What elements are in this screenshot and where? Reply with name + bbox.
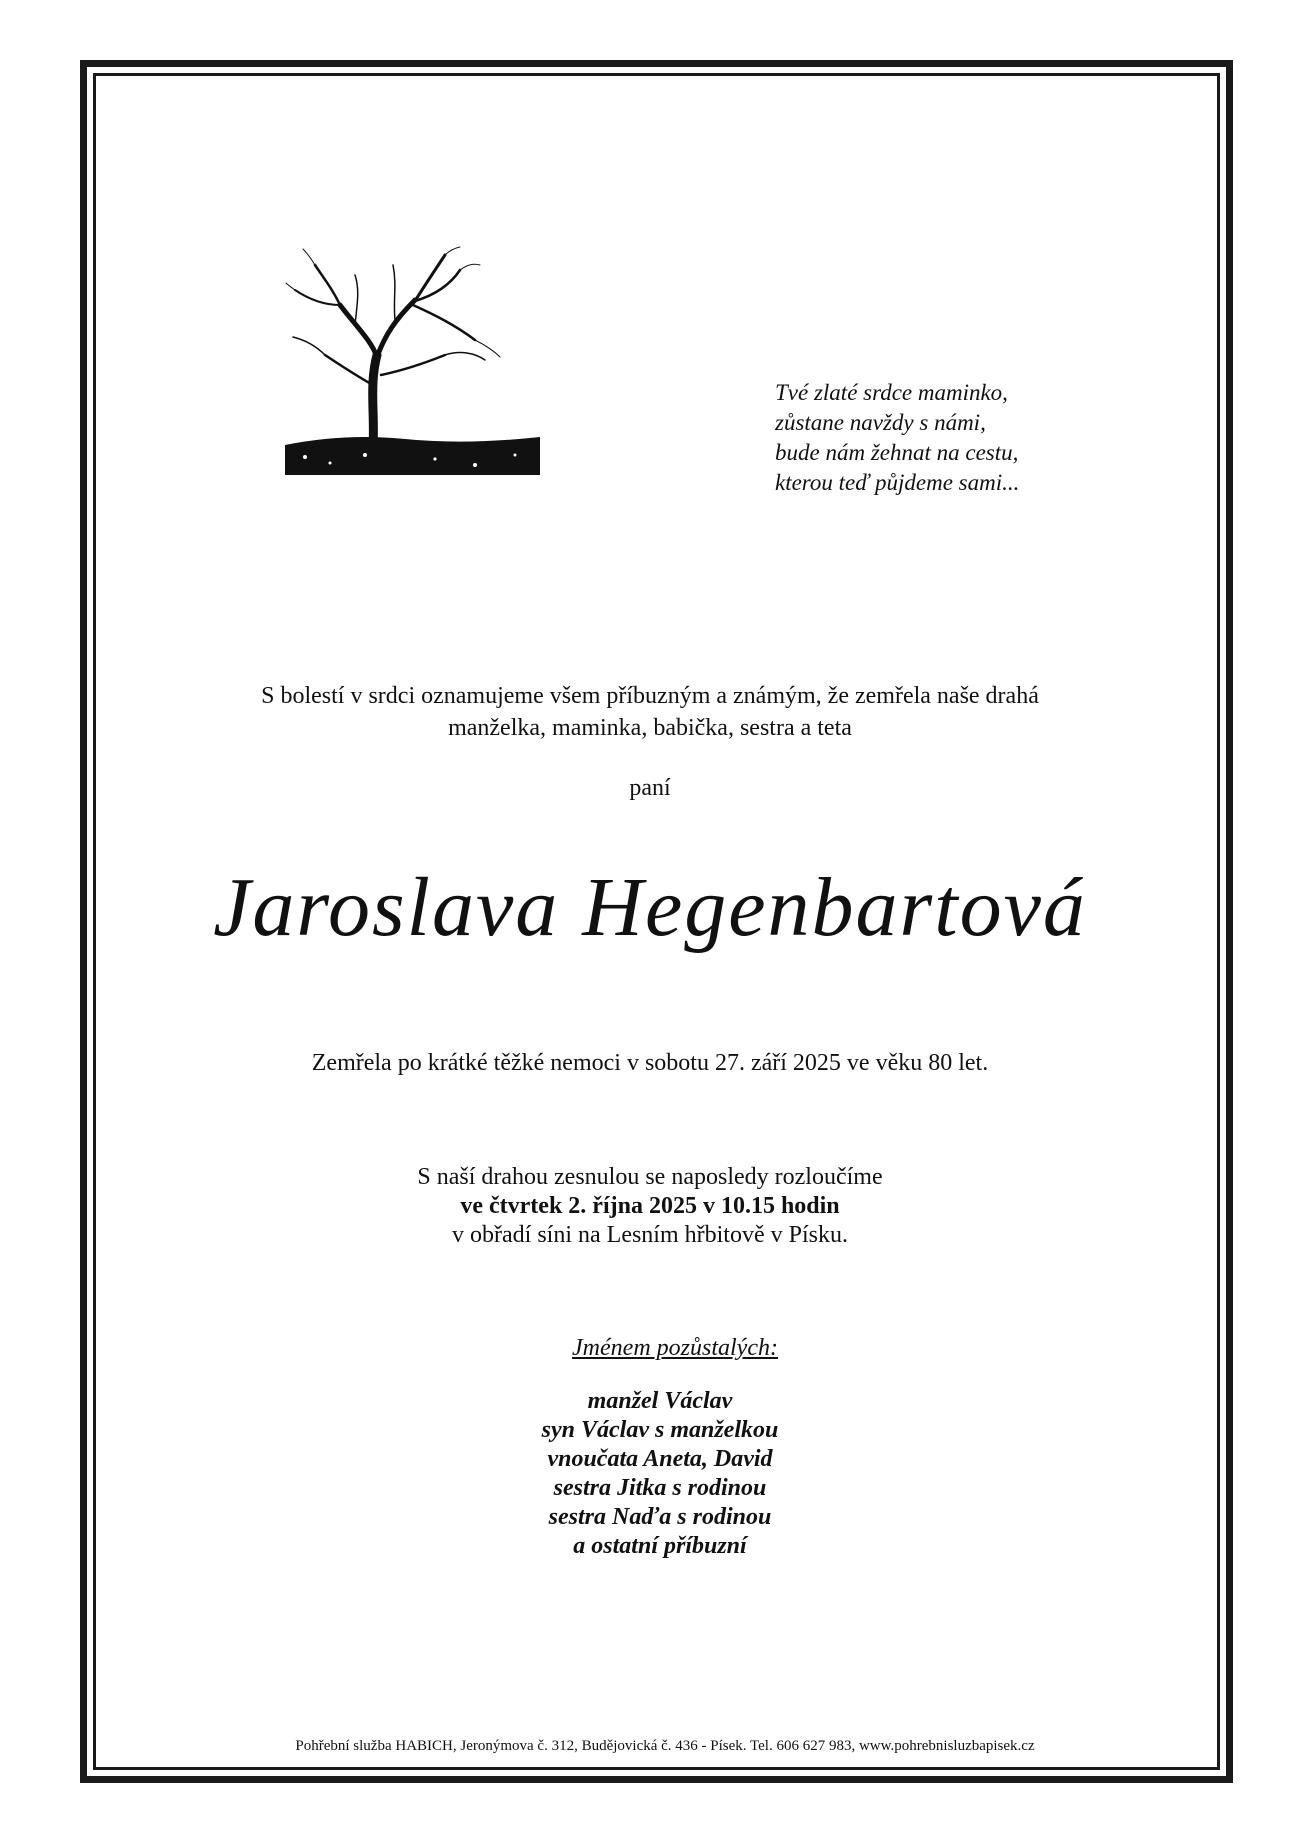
announcement-line: S bolestí v srdci oznamujeme všem příbuzným a známým, že zemřela naše drahá — [261, 683, 1039, 709]
poem — [775, 378, 1019, 498]
title-pani: paní — [629, 775, 671, 801]
deceased-name: Jaroslava Hegenbartová — [213, 861, 1087, 954]
family-member: vnoučata Aneta, David — [547, 1446, 773, 1472]
death-info: Zemřela po krátké těžké nemoci v sobotu 27. září 2025 ve věku 80 let. — [311, 1050, 989, 1076]
farewell-place: v obřadí síni na Lesním hřbitově v Písku. — [452, 1222, 848, 1248]
on-behalf-heading: Jménem pozůstalých: — [572, 1335, 778, 1361]
family-member: sestra Naďa s rodinou — [548, 1504, 772, 1530]
farewell-info — [0, 1163, 1300, 1250]
poem-line: kterou teď půjdeme sami... — [775, 470, 1020, 495]
family-member: syn Václav s manželkou — [541, 1417, 779, 1443]
farewell-datetime: ve čtvrtek 2. října 2025 v 10.15 hodin — [460, 1193, 840, 1219]
poem-line: zůstane navždy s námi, — [775, 410, 986, 435]
poem-line: bude nám žehnat na cestu, — [775, 440, 1019, 465]
announcement-line: manželka, maminka, babička, sestra a teta — [448, 715, 852, 741]
poem-line: Tvé zlaté srdce maminko, — [775, 380, 1008, 405]
family-list — [0, 1387, 1300, 1561]
family-member: sestra Jitka s rodinou — [553, 1475, 767, 1501]
bare-tree-icon — [285, 245, 540, 500]
farewell-line: S naší drahou zesnulou se naposledy rozloučíme — [417, 1164, 883, 1190]
family-member: manžel Václav — [587, 1388, 733, 1414]
family-member: a ostatní příbuzní — [573, 1533, 747, 1559]
funeral-service-footer: Pohřební služba HABICH, Jeronýmova č. 312, Budějovická č. 436 - Písek. Tel. 606 627 983, www.pohrebnisluzbapisek.cz — [295, 1738, 1035, 1754]
announcement-text — [0, 680, 1300, 744]
